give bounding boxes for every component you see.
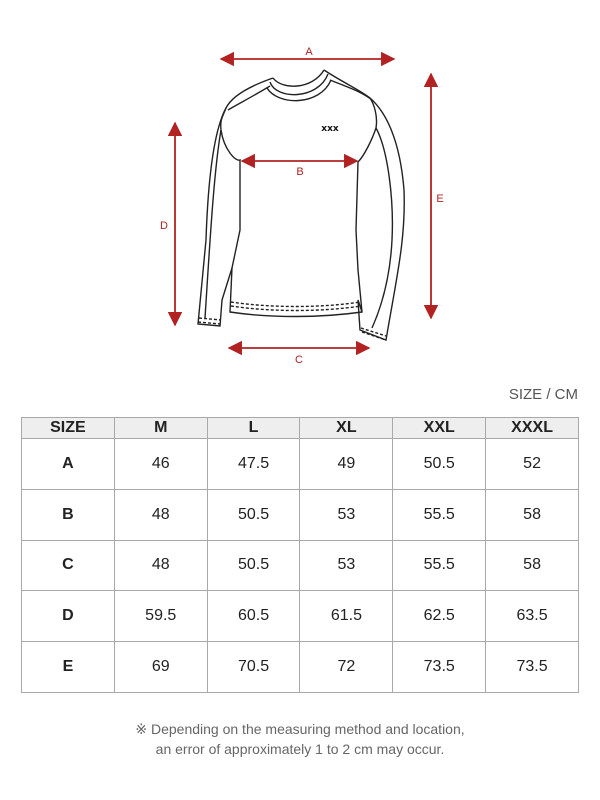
table-cell: 58 [486,489,579,540]
table-cell: 53 [300,489,393,540]
measure-label-a: A [305,46,313,58]
measurement-footnote [0,719,600,759]
table-cell: 48 [114,489,207,540]
table-cell: 58 [486,540,579,591]
table-cell: 61.5 [300,591,393,642]
table-cell: 72 [300,642,393,693]
table-cell: 48 [114,540,207,591]
row-label: C [22,540,115,591]
table-cell: 50.5 [207,540,300,591]
table-row [22,591,579,642]
table-cell: 49 [300,439,393,490]
unit-caption: SIZE / CM [508,386,578,403]
shirt-logo: xxx [321,124,339,134]
header-cell-xl: XL [300,418,393,439]
table-cell: 73.5 [486,642,579,693]
table-cell: 47.5 [207,439,300,490]
table-cell: 62.5 [393,591,486,642]
table-cell: 50.5 [393,439,486,490]
size-chart-table [21,417,579,693]
row-label: A [22,439,115,490]
table-cell: 70.5 [207,642,300,693]
row-label: E [22,642,115,693]
shirt-outline [198,70,404,340]
table-row [22,489,579,540]
table-row [22,439,579,490]
footnote-line-2: an error of approximately 1 to 2 cm may occur. [155,741,445,757]
table-cell: 73.5 [393,642,486,693]
shirt-measurement-diagram [0,0,600,380]
header-cell-xxl: XXL [393,418,486,439]
footnote-line-1: ※ Depending on the measuring method and location, [135,721,465,737]
table-cell: 55.5 [393,489,486,540]
table-cell: 55.5 [393,540,486,591]
table-header-row [22,418,579,439]
table-cell: 46 [114,439,207,490]
table-cell: 53 [300,540,393,591]
header-cell-l: L [207,418,300,439]
table-cell: 69 [114,642,207,693]
measure-label-d: D [160,220,168,232]
table-row [22,642,579,693]
header-cell-m: M [114,418,207,439]
header-cell-size: SIZE [22,418,115,439]
table-cell: 52 [486,439,579,490]
row-label: B [22,489,115,540]
row-label: D [22,591,115,642]
header-cell-xxxl: XXXL [486,418,579,439]
table-cell: 63.5 [486,591,579,642]
table-cell: 50.5 [207,489,300,540]
measure-label-b: B [296,166,304,178]
table-row [22,540,579,591]
measure-label-e: E [436,193,444,205]
table-cell: 60.5 [207,591,300,642]
measure-label-c: C [295,354,303,366]
table-cell: 59.5 [114,591,207,642]
